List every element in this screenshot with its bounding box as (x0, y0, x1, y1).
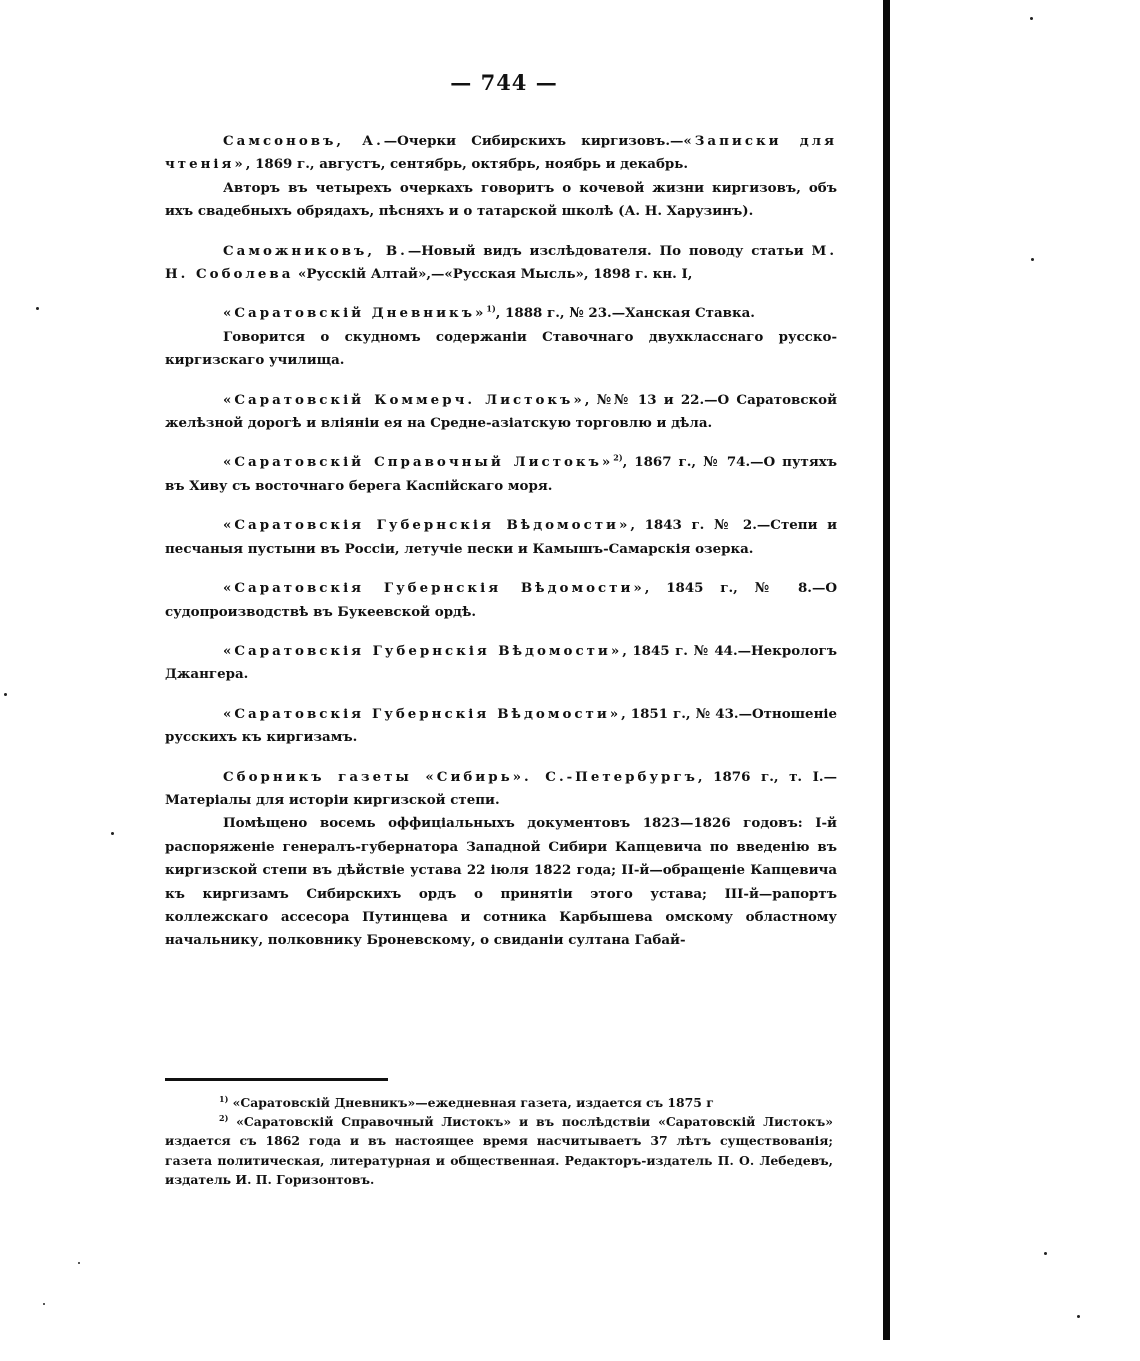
entry-details: «Русскій Алтай»,—«Русская Мысль», 1898 г. кн. I, (293, 266, 693, 283)
entry-journal: М. Н. Соболева (165, 242, 837, 283)
entry-note: Помѣщено восемь оффиціальныхъ документовъ 1823—1826 годовъ: I-й распоряженіе генералъ-губернатора Западной Сибири Капцевича по введенію въ киргизской степи въ дѣйствіе устава 22 іюля 1822 года; II-й—обращеніе Капцевича къ киргизамъ Сибирскихъ ордъ о принятіи этого устава; III-й—рапортъ коллежскаго ассесора Путинцева и сотника Карбышева омскому областному начальнику, полковнику Броневскому, о свиданіи султана Габай- (165, 815, 837, 949)
entry-journal: «Саратовскія Губернскія Вѣдомости» (223, 580, 645, 597)
entry-citation (165, 240, 837, 287)
entry-author: Сборникъ газеты «Сибирь». С.-Петербургъ (223, 768, 698, 785)
bibliography-entry (165, 577, 837, 624)
bibliography-entry (165, 389, 837, 436)
scan-speck (111, 832, 114, 835)
scan-speck (1030, 17, 1033, 20)
entry-citation (165, 514, 837, 561)
entry-journal: «Саратовскія Губернскія Вѣдомости» (223, 642, 623, 659)
bibliography-entry (165, 640, 837, 687)
scan-speck (1031, 258, 1034, 261)
scan-speck (1044, 1252, 1047, 1255)
footnote-ref: 2) (613, 453, 623, 463)
entry-details: , 1851 г., № 43.—Отношеніе русскихъ къ киргизамъ. (165, 705, 837, 746)
entry-details: , 1843 г. № 2.—Степи и песчаныя пустыни въ Россіи, летучіе пески и Камышъ-Самарскія озерка. (165, 517, 838, 557)
scan-speck (78, 1262, 80, 1264)
bibliography-entry (165, 514, 837, 561)
entry-citation (165, 640, 837, 687)
footnote-ref: 1) (486, 303, 496, 314)
entry-citation (165, 577, 837, 624)
bibliography-body (165, 130, 837, 969)
footnote-text: «Саратовскій Справочный Листокъ» и въ послѣдствіи «Саратовскій Листокъ» издается съ 1862 года и въ настоящее время насчитываетъ 37 лѣтъ существованія; газета политическая, литературная и общественная. Редакторъ-издатель П. О. Лебедевъ, издатель И. П. Горизонтовъ. (165, 1114, 833, 1187)
entry-citation (165, 451, 837, 498)
entry-details: , 1869 г., августъ, сентябрь, октябрь, ноябрь и декабрь. (245, 156, 688, 173)
entry-title: —Новый видъ изслѣдователя. По поводу статьи (407, 242, 812, 259)
entry-citation (165, 703, 837, 750)
scan-speck (43, 1303, 45, 1305)
entry-details: , 1867 г., № 74.—О путяхъ въ Хиву съ восточнаго берега Каспійскаго моря. (165, 454, 837, 494)
entry-author: Саможниковъ, В. (223, 242, 408, 259)
entry-details: , №№ 13 и 22.—О Саратовской желѣзной дорогѣ и вліяніи ея на Средне-азіатскую торговлю и дѣла. (165, 391, 838, 432)
entry-details: , 1845 г. № 44.—Некрологъ Джангера. (165, 642, 837, 683)
bibliography-entry (165, 703, 837, 750)
entry-citation (165, 130, 837, 177)
entry-details: , 1888 г., № 23.—Ханская Ставка. (495, 305, 755, 322)
footnote-text: «Саратовскій Дневникъ»—ежедневная газета, издается съ 1875 г (228, 1095, 714, 1110)
page-number: — 744 — (450, 70, 558, 95)
entry-title: —Очерки Сибирскихъ киргизовъ.— (383, 133, 684, 149)
entry-citation (165, 766, 837, 813)
footnote (165, 1093, 833, 1112)
bibliography-entry (165, 302, 837, 372)
entry-journal: «Саратовскія Губернскія Вѣдомости» (223, 517, 631, 534)
entry-author: Самсоновъ, А. (223, 133, 384, 149)
entry-journal: «Саратовскій Коммерч. Листокъ» (223, 391, 585, 408)
scan-speck (36, 307, 39, 310)
footnote-separator (165, 1078, 388, 1081)
scan-speck (1077, 1315, 1080, 1318)
bibliography-entry (165, 130, 837, 224)
entry-citation (165, 302, 837, 325)
entry-details: , 1876 г., т. I.—Матеріалы для исторіи киргизской степи. (165, 768, 837, 808)
bibliography-entry (165, 451, 837, 498)
entry-note: Авторъ въ четырехъ очеркахъ говоритъ о кочевой жизни киргизовъ, объ ихъ свадебныхъ обрядахъ, пѣсняхъ и о татарской школѣ (А. Н. Харузинъ). (165, 179, 837, 220)
footnote-mark: 2) (219, 1113, 229, 1124)
entry-journal: «Саратовскій Справочный Листокъ» (223, 454, 614, 471)
entry-citation (165, 389, 837, 436)
entry-journal: «Саратовскій Дневникъ» (223, 305, 487, 322)
entry-details: , 1845 г., № 8.—О судопроизводствѣ въ Букеевской ордѣ. (165, 580, 837, 620)
footnote (165, 1112, 833, 1189)
bibliography-entry (165, 240, 837, 287)
bibliography-entry (165, 766, 837, 953)
entry-journal: «Записки для чтенія» (165, 133, 837, 173)
footnotes (165, 1093, 833, 1189)
page-edge-rule (883, 0, 890, 1340)
scan-speck (4, 693, 7, 696)
entry-journal: «Саратовскія Губернскія Вѣдомости» (223, 705, 622, 722)
entry-note: Говорится о скудномъ содержаніи Ставочнаго двухкласснаго русско-киргизскаго училища. (165, 328, 837, 369)
footnote-mark: 1) (219, 1093, 229, 1104)
